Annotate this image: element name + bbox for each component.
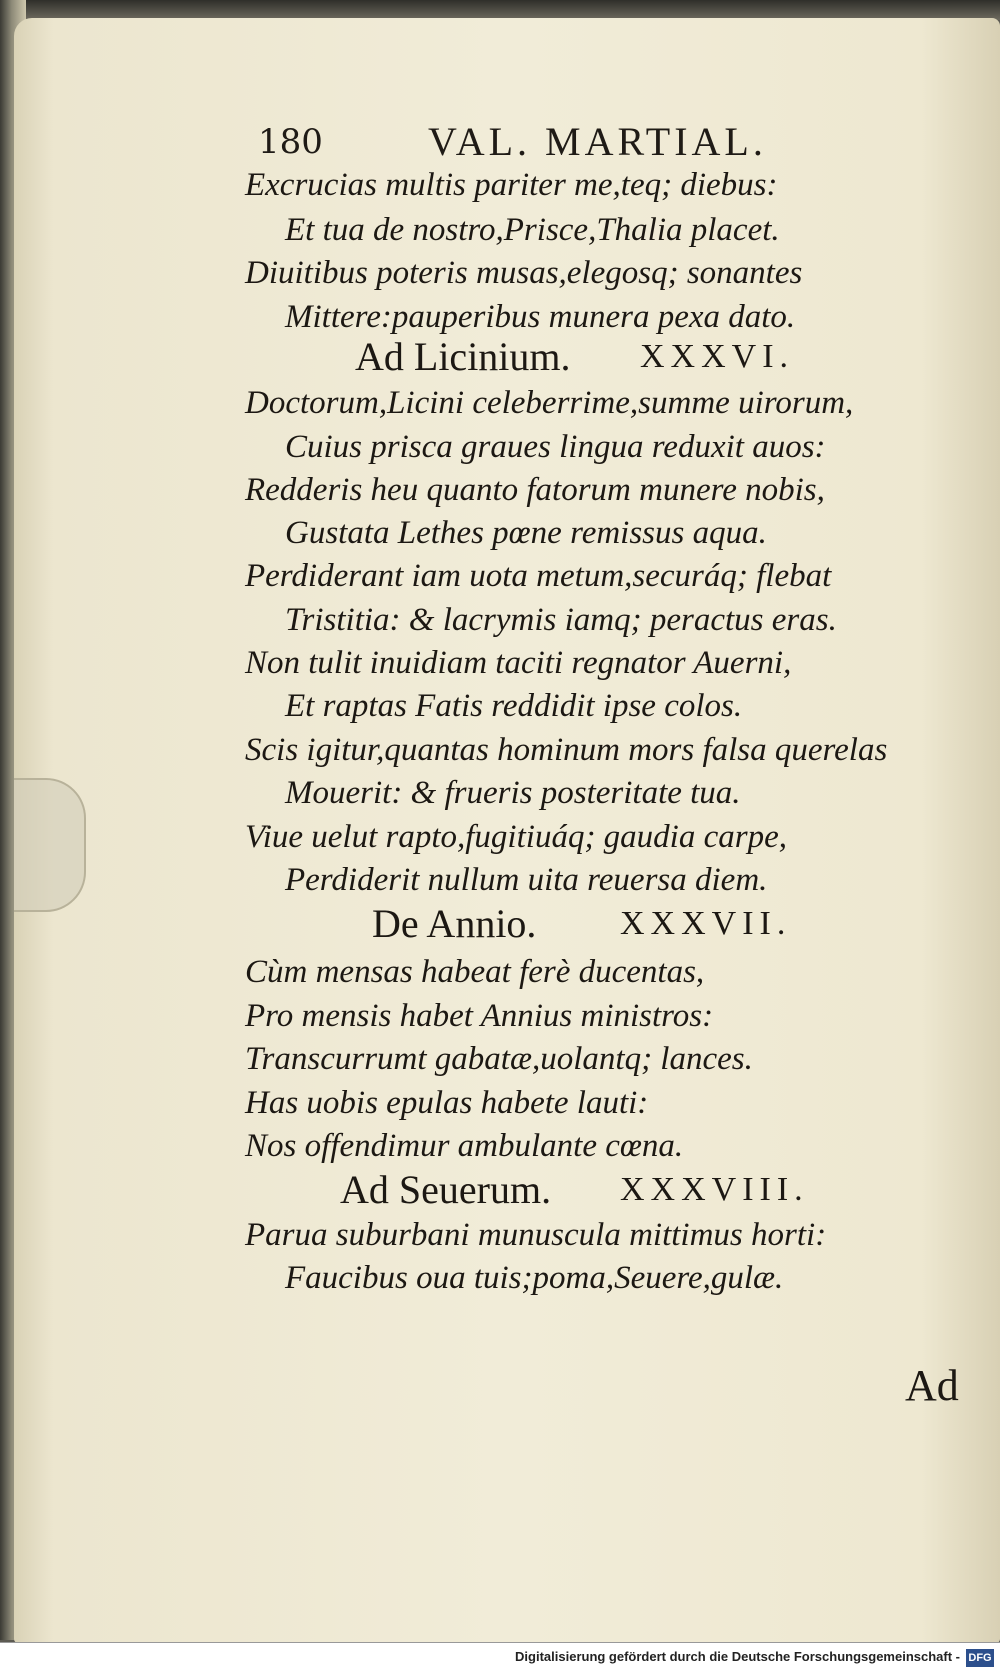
poem-line: Redderis heu quanto fatorum munere nobis, bbox=[245, 472, 825, 508]
poem-line: Scis igitur,quantas hominum mors falsa querelas bbox=[245, 732, 888, 768]
epigram-title: Ad Seuerum. bbox=[340, 1167, 552, 1212]
poem-line: Doctorum,Licini celeberrime,summe uirorum, bbox=[245, 385, 854, 421]
poem-line: Non tulit inuidiam taciti regnator Auerni, bbox=[245, 645, 792, 681]
poem-line: Parua suburbani munuscula mittimus horti: bbox=[245, 1217, 827, 1253]
poem-line: Gustata Lethes pœne remissus aqua. bbox=[285, 515, 767, 551]
poem-line: Transcurrumt gabatæ,uolantq; lances. bbox=[245, 1041, 753, 1077]
poem-line: Viue uelut rapto,fugitiuáq; gaudia carpe, bbox=[245, 819, 787, 855]
scan-edge-top bbox=[0, 0, 1000, 20]
poem-line: Tristitia: & lacrymis iamq; peractus eras. bbox=[285, 602, 837, 638]
poem-line: Perdiderit nullum uita reuersa diem. bbox=[285, 862, 768, 898]
running-head bbox=[258, 118, 818, 168]
digitization-footer bbox=[0, 1642, 1000, 1675]
poem-line: Perdiderant iam uota metum,securáq; flebat bbox=[245, 558, 832, 594]
epigram-numeral: XXXVIII. bbox=[620, 1171, 809, 1208]
poem-line: Cùm mensas habeat ferè ducentas, bbox=[245, 954, 705, 990]
running-head-title: VAL. MARTIAL. bbox=[428, 119, 767, 164]
poem-line: Cuius prisca graues lingua reduxit auos: bbox=[285, 429, 826, 465]
poem-line: Mouerit: & frueris posteritate tua. bbox=[285, 775, 741, 811]
page-clasp-shadow bbox=[14, 778, 86, 912]
poem-line: Excrucias multis pariter me,teq; diebus: bbox=[245, 167, 778, 203]
poem-line: Et raptas Fatis reddidit ipse colos. bbox=[285, 688, 743, 724]
poem-line: Has uobis epulas habete lauti: bbox=[245, 1085, 649, 1121]
poem-line: Pro mensis habet Annius ministros: bbox=[245, 998, 714, 1034]
footer-credit-text: Digitalisierung gefördert durch die Deutsche Forschungsgemeinschaft - bbox=[515, 1649, 960, 1664]
epigram-numeral: XXXVII. bbox=[620, 905, 792, 942]
epigram-title: De Annio. bbox=[372, 901, 537, 946]
poem-line: Faucibus oua tuis;poma,Seuere,gulæ. bbox=[285, 1260, 784, 1296]
poem-line: Diuitibus poteris musas,elegosq; sonantes bbox=[245, 255, 803, 291]
dfg-logo-badge[interactable]: DFG bbox=[966, 1649, 994, 1667]
folio-number: 180 bbox=[258, 122, 323, 162]
poem-line: Mittere:pauperibus munera pexa dato. bbox=[285, 299, 796, 335]
poem-line: Et tua de nostro,Prisce,Thalia placet. bbox=[285, 212, 780, 248]
poem-line: Nos offendimur ambulante cœna. bbox=[245, 1128, 684, 1164]
epigram-title: Ad Licinium. bbox=[355, 334, 571, 379]
epigram-numeral: XXXVI. bbox=[640, 338, 795, 375]
catchword: Ad bbox=[905, 1361, 959, 1410]
